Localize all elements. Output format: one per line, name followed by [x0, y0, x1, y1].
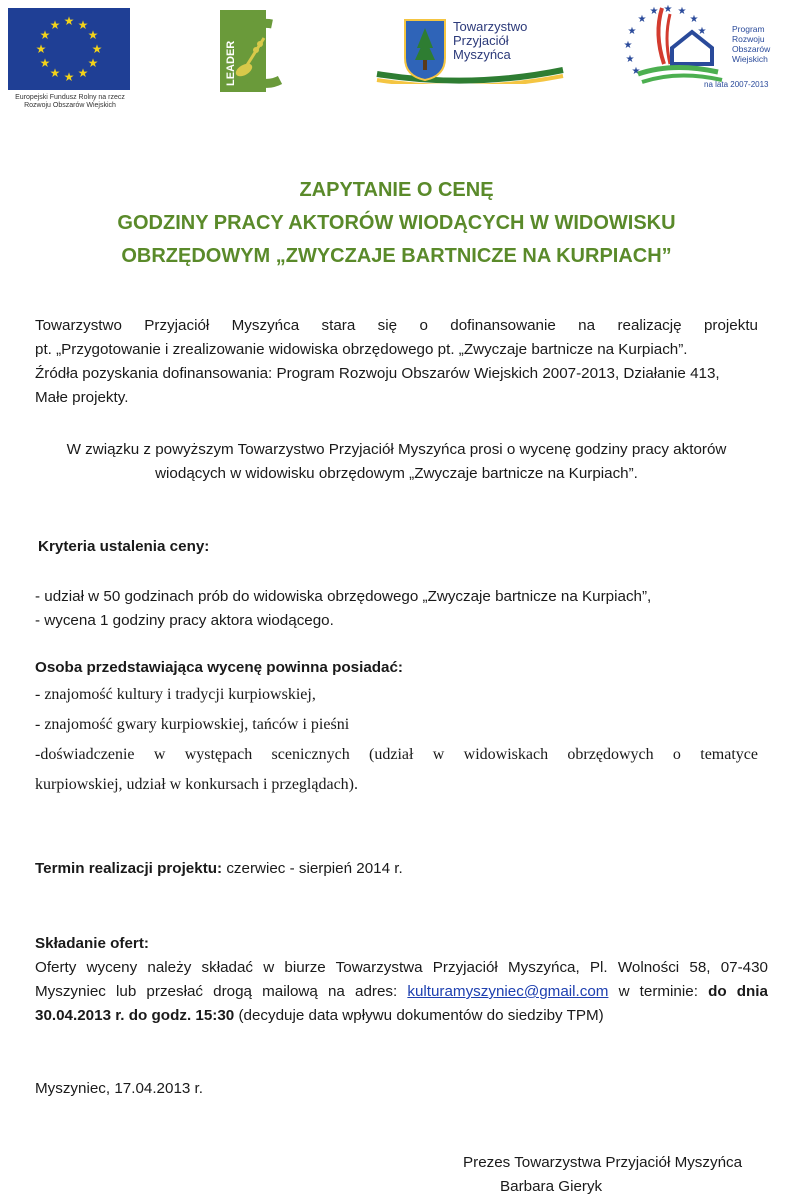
- requirements-heading: [35, 656, 403, 680]
- svg-text:★: ★: [35, 42, 47, 56]
- prow-logo-line: Wiejskich: [732, 54, 768, 64]
- signature-block: [463, 1151, 783, 1199]
- svg-text:★: ★: [39, 28, 51, 42]
- svg-text:★: ★: [637, 14, 647, 25]
- eu-caption: [8, 94, 132, 110]
- svg-text:★: ★: [627, 26, 637, 37]
- intro-line: Małe projekty.: [35, 389, 129, 406]
- svg-text:★: ★: [91, 42, 103, 56]
- svg-text:★: ★: [631, 66, 641, 77]
- place-date: Myszyniec, 17.04.2013 r.: [35, 1080, 203, 1097]
- offers-text: Myszyniec lub przesłać drogą mailową na adres:: [35, 983, 408, 1000]
- eu-caption-line: Rozwoju Obszarów Wiejskich: [24, 102, 116, 109]
- term-label: Termin realizacji projektu:: [35, 860, 223, 877]
- prow-logo-line: Obszarów: [732, 44, 771, 54]
- svg-text:★: ★: [87, 28, 99, 42]
- term-value: czerwiec - sierpień 2014 r.: [222, 860, 403, 877]
- prow-logo-line: Rozwoju: [732, 34, 765, 44]
- prow-logo-years: na lata 2007-2013: [704, 80, 769, 89]
- svg-text:★: ★: [689, 14, 699, 25]
- offers-line: [35, 1004, 768, 1028]
- svg-text:★: ★: [49, 18, 61, 32]
- intro-line: Źródła pozyskania dofinansowania: Program Rozwoju Obszarów Wiejskich 2007-2013, Działanie 413,: [35, 365, 720, 382]
- offers-section: [35, 932, 768, 1028]
- intro-line: Towarzystwo Przyjaciół Myszyńca stara się o dofinansowanie na realizację projektu: [35, 317, 758, 334]
- signature-title: Prezes Towarzystwa Przyjaciół Myszyńca: [463, 1154, 743, 1171]
- offers-text: w terminie:: [608, 983, 709, 1000]
- title-line: OBRZĘDOWYM „ZWYCZAJE BARTNICZE NA KURPIACH”: [121, 245, 672, 267]
- eu-flag-logo: [8, 8, 130, 90]
- request-paragraph: [30, 438, 763, 486]
- svg-text:★: ★: [77, 18, 89, 32]
- criteria-heading-text: Kryteria ustalenia ceny:: [38, 538, 210, 555]
- svg-text:★: ★: [677, 6, 687, 17]
- requirements-heading-text: Osoba przedstawiająca wycenę powinna posiadać:: [35, 659, 403, 676]
- tpm-logo-line: Przyjaciół: [453, 33, 509, 48]
- svg-text:★: ★: [87, 56, 99, 70]
- requirements-item: kurpiowskiej, udział w konkursach i przeglądach).: [35, 776, 359, 793]
- prow-logo-text: [732, 24, 770, 64]
- svg-text:★: ★: [49, 66, 61, 80]
- leader-logo-text: LEADER: [225, 40, 237, 86]
- offers-line: Oferty wyceny należy składać w biurze Towarzystwa Przyjaciół Myszyńca, Pl. Wolności 58, 07-430: [35, 959, 768, 976]
- svg-text:★: ★: [63, 70, 75, 84]
- document-title: [0, 174, 793, 273]
- requirements-item: -doświadczenie w występach scenicznych (udział w widowiskach obrzędowych o tematyce: [35, 746, 758, 763]
- requirements-item: - znajomość gwary kurpiowskiej, tańców i pieśni: [35, 716, 350, 733]
- term-line: [35, 857, 403, 881]
- offers-line: [35, 980, 768, 1004]
- criteria-heading: [38, 535, 209, 559]
- title-line: ZAPYTANIE O CENĘ: [299, 179, 494, 201]
- svg-text:★: ★: [625, 54, 635, 65]
- prow-logo: [618, 4, 788, 94]
- eu-stars-icon: [8, 8, 130, 90]
- offers-text: (decyduje data wpływu dokumentów do siedziby TPM): [234, 1007, 604, 1024]
- deadline-bold: 30.04.2013 r. do godz. 15:30: [35, 1007, 235, 1024]
- eu-caption-line: Europejski Fundusz Rolny na rzecz: [15, 94, 125, 101]
- tpm-logo-text: [453, 20, 527, 62]
- tpm-logo: [375, 14, 565, 84]
- requirements-item: - znajomość kultury i tradycji kurpiowskiej,: [35, 686, 316, 703]
- deadline-bold: do dnia: [708, 983, 768, 1000]
- criteria-item: - wycena 1 godziny pracy aktora wiodącego.: [35, 612, 334, 629]
- svg-text:★: ★: [623, 40, 633, 51]
- email-link[interactable]: kulturamyszyniec@gmail.com: [407, 983, 609, 1000]
- svg-text:★: ★: [39, 56, 51, 70]
- request-line: W związku z powyższym Towarzystwo Przyjaciół Myszyńca prosi o wycenę godziny pracy aktorów: [66, 441, 727, 458]
- criteria-item: - udział w 50 godzinach prób do widowiska obrzędowego „Zwyczaje bartnicze na Kurpiach”,: [35, 588, 652, 605]
- svg-text:★: ★: [697, 26, 707, 37]
- prow-logo-line: Program: [732, 24, 765, 34]
- requirements-list: [35, 680, 758, 800]
- leader-logo: [220, 10, 298, 92]
- tpm-logo-line: Towarzystwo: [453, 19, 528, 34]
- intro-line: pt. „Przygotowanie i zrealizowanie widowiska obrzędowego pt. „Zwyczaje bartnicze na Kurpiach”.: [35, 341, 688, 358]
- svg-text:★: ★: [77, 66, 89, 80]
- request-line: wiodących w widowisku obrzędowym „Zwyczaje bartnicze na Kurpiach”.: [155, 465, 638, 482]
- tpm-logo-line: Myszyńca: [453, 47, 511, 62]
- criteria-list: [35, 585, 758, 633]
- intro-paragraph: [35, 314, 758, 410]
- svg-text:★: ★: [63, 14, 75, 28]
- svg-text:★: ★: [649, 6, 659, 17]
- offers-heading: Składanie ofert:: [35, 935, 149, 952]
- signature-name: Barbara Gieryk: [500, 1178, 603, 1195]
- svg-text:★: ★: [663, 4, 673, 15]
- title-line: GODZINY PRACY AKTORÓW WIODĄCYCH W WIDOWISKU: [117, 212, 676, 234]
